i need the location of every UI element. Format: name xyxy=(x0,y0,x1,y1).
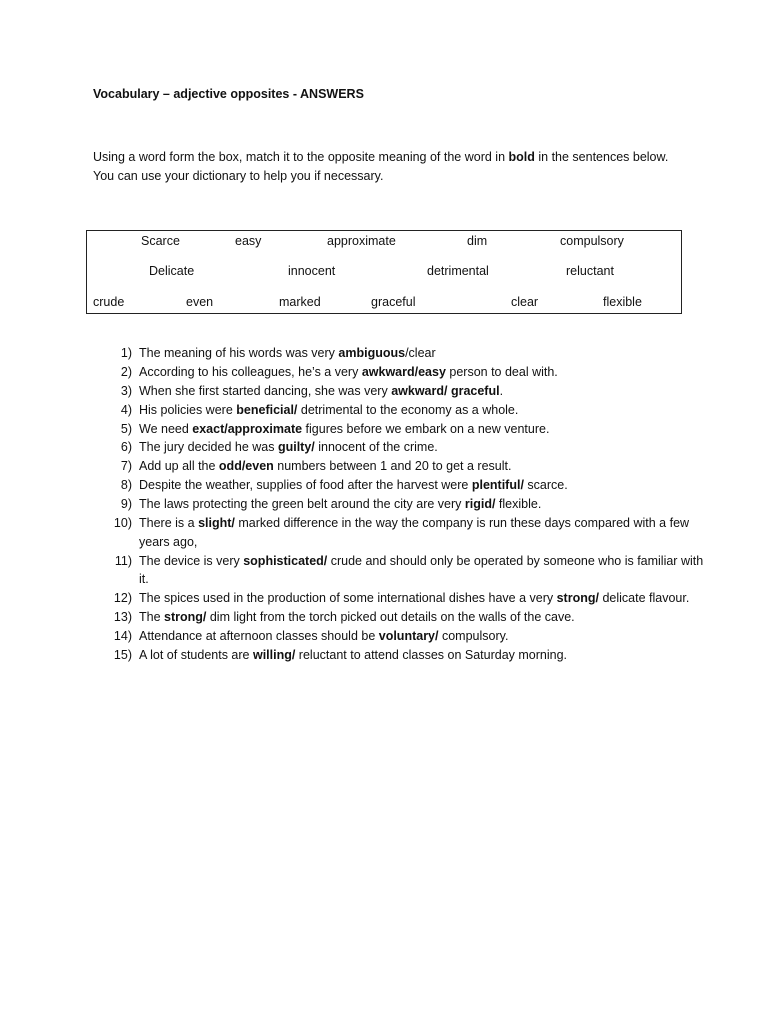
bold-word: exact/approximate xyxy=(192,421,303,436)
question-text-part: The laws protecting the green belt around the city are very xyxy=(139,497,465,512)
question-text xyxy=(139,346,436,360)
question-number: 5) xyxy=(120,421,132,436)
question-number: 15) xyxy=(113,647,132,662)
box-word: flexible xyxy=(603,295,642,309)
question-number: 14) xyxy=(113,628,132,643)
instructions-paragraph xyxy=(93,148,673,186)
box-word: reluctant xyxy=(566,264,614,278)
question-text-part: reluctant to attend classes on Saturday morning. xyxy=(295,647,568,662)
word-box xyxy=(86,230,682,314)
bold-word: ambiguous xyxy=(338,346,406,360)
question-item xyxy=(106,514,706,551)
box-word: compulsory xyxy=(560,234,624,248)
question-text-part: delicate flavour. xyxy=(598,590,690,605)
question-text-part: The xyxy=(139,609,165,624)
question-text-part: The meaning of his words was very xyxy=(139,346,339,360)
question-text-part: crude and should only be operated by someone who is familiar with it. xyxy=(139,553,704,587)
bold-word: awkward/ graceful xyxy=(391,383,500,398)
question-text xyxy=(139,422,549,436)
question-text xyxy=(139,365,558,379)
question-text xyxy=(139,629,508,643)
question-item xyxy=(106,589,706,608)
question-number: 2) xyxy=(120,364,132,379)
question-text-part: The device is very xyxy=(139,553,244,568)
question-number: 11) xyxy=(114,553,132,568)
question-text-part: According to his colleagues, he’s a very xyxy=(139,364,362,379)
bold-word: rigid/ xyxy=(464,497,496,512)
question-text-part: figures before we embark on a new venture. xyxy=(302,421,550,436)
question-text-part: innocent of the crime. xyxy=(314,440,438,455)
question-item xyxy=(106,363,706,382)
question-item xyxy=(106,608,706,627)
question-number: 6) xyxy=(120,440,132,455)
question-list xyxy=(106,344,706,665)
page-title: Vocabulary – adjective opposites - ANSWERS xyxy=(93,87,364,101)
question-text-part: The jury decided he was xyxy=(139,440,278,455)
question-item xyxy=(106,420,706,439)
question-text-part: flexible. xyxy=(495,497,542,512)
question-text xyxy=(139,610,575,624)
question-number: 8) xyxy=(120,478,132,493)
question-number: 3) xyxy=(120,383,132,398)
question-text-part: Attendance at afternoon classes should be xyxy=(139,628,379,643)
question-text-part: Add up all the xyxy=(139,459,219,474)
question-item xyxy=(106,646,706,665)
question-text-part: dim light from the torch picked out details on the walls of the cave. xyxy=(206,609,575,624)
question-text xyxy=(139,384,503,398)
question-text-part: detrimental to the economy as a whole. xyxy=(297,402,519,417)
bold-word: awkward/easy xyxy=(361,364,446,379)
question-text xyxy=(139,516,689,549)
bold-word: plentiful/ xyxy=(471,478,524,493)
question-number: 10) xyxy=(113,516,132,531)
box-word: detrimental xyxy=(427,264,489,278)
question-item xyxy=(106,627,706,646)
question-text-part: The spices used in the production of some international dishes have a very xyxy=(139,590,557,605)
box-word: marked xyxy=(279,295,321,309)
box-word: crude xyxy=(93,295,125,309)
question-text xyxy=(139,459,511,473)
question-text-part: scarce. xyxy=(523,478,568,493)
question-item xyxy=(106,476,706,495)
box-word: easy xyxy=(235,234,262,248)
question-text xyxy=(139,403,518,417)
question-number: 7) xyxy=(120,459,132,474)
question-number: 13) xyxy=(113,609,132,624)
question-text-part: We need xyxy=(139,421,193,436)
question-item xyxy=(106,552,706,589)
question-item xyxy=(106,344,706,363)
question-text-part: His policies were xyxy=(139,402,237,417)
question-item xyxy=(106,457,706,476)
bold-word: beneficial/ xyxy=(236,402,298,417)
question-text xyxy=(139,554,703,587)
instructions-text-start: Using a word form the box, match it to the opposite meaning of the word in xyxy=(93,150,509,164)
bold-word: strong/ xyxy=(556,590,599,605)
question-text-part: compulsory. xyxy=(438,628,509,643)
question-text xyxy=(139,591,689,605)
instructions-bold-word: bold xyxy=(508,150,535,164)
question-item xyxy=(106,438,706,457)
question-item xyxy=(106,495,706,514)
bold-word: guilty/ xyxy=(277,440,315,455)
question-text xyxy=(139,648,567,662)
bold-word: strong/ xyxy=(164,609,207,624)
box-word: innocent xyxy=(288,264,336,278)
bold-word: willing/ xyxy=(252,647,296,662)
box-word: even xyxy=(186,295,214,309)
bold-word: voluntary/ xyxy=(378,628,439,643)
question-text-part: . xyxy=(499,383,504,398)
box-word: approximate xyxy=(327,234,396,248)
question-number: 12) xyxy=(113,590,132,605)
question-text-part: person to deal with. xyxy=(445,364,558,379)
question-text-part: A lot of students are xyxy=(139,647,253,662)
question-number: 1) xyxy=(120,346,132,360)
bold-word: slight/ xyxy=(198,516,235,531)
question-item xyxy=(106,401,706,420)
question-item xyxy=(106,382,706,401)
question-text-part: Despite the weather, supplies of food after the harvest were xyxy=(139,478,472,493)
question-text-part: When she first started dancing, she was very xyxy=(139,383,392,398)
box-word: Delicate xyxy=(149,264,195,278)
question-text-part: There is a xyxy=(139,516,199,531)
question-text-part: numbers between 1 and 20 to get a result. xyxy=(273,459,512,474)
question-text xyxy=(139,440,438,454)
question-text-part: /clear xyxy=(405,346,436,360)
question-text xyxy=(139,497,541,511)
box-word: dim xyxy=(467,234,488,248)
bold-word: odd/even xyxy=(218,459,274,474)
question-number: 4) xyxy=(120,402,132,417)
box-word: graceful xyxy=(371,295,416,309)
box-word: Scarce xyxy=(141,234,180,248)
question-number: 9) xyxy=(120,497,132,512)
instructions-text-end: in the sentences below. You can use your dictionary to help you if necessary. xyxy=(93,150,669,183)
box-word: clear xyxy=(511,295,539,309)
bold-word: sophisticated/ xyxy=(243,553,328,568)
question-text-part: marked difference in the way the company is run these days compared with a few years ago, xyxy=(139,516,690,549)
question-text xyxy=(139,478,568,492)
